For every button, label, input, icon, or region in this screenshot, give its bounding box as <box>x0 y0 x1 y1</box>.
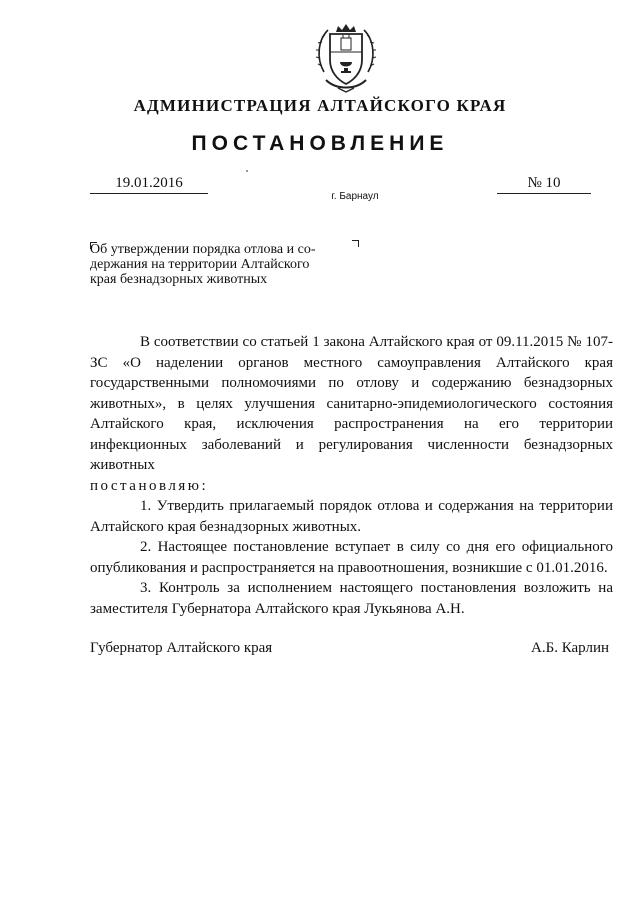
decree-item-3: 3. Контроль за исполнением настоящего постановления возложить на заместителя Губернатора Алтайского края Лукьянова А.Н. <box>90 580 613 617</box>
document-date: 19.01.2016 <box>115 175 183 191</box>
decree-item-1: 1. Утвердить прилагаемый порядок отлова и содержания на территории Алтайского края безнадзорных животных. <box>90 498 613 535</box>
preamble-paragraph: В соответствии со статьей 1 закона Алтайского края от 09.11.2015 № 107-ЗС «О наделении органов местного самоуправления Алтайского края государственными полномочиями по отлову и содержанию безнадзорных животных», в целях улучшения санитарно-эпидемиологического состояния Алтайского края, исключения распространения на его территории инфекционных заболеваний и регулирования численности безнадзорных животных <box>90 334 613 473</box>
document-type: ПОСТАНОВЛЕНИЕ <box>191 132 449 155</box>
scan-dot <box>246 170 248 172</box>
document-number: № 10 <box>527 175 561 191</box>
organization-title: АДМИНИСТРАЦИЯ АЛТАЙСКОГО КРАЯ <box>133 96 507 115</box>
document-subject <box>90 242 360 287</box>
city-label: г. Барнаул <box>331 191 379 202</box>
document-body <box>90 332 613 619</box>
subject-line: держания на территории Алтайского <box>90 257 310 272</box>
coat-of-arms-icon <box>314 22 378 94</box>
signatory-name: А.Б. Карлин <box>531 640 610 656</box>
subject-line: Об утверждении порядка отлова и со- <box>90 242 316 257</box>
subject-line: края безнадзорных животных <box>90 272 268 287</box>
decree-word: постановляю: <box>90 477 209 494</box>
signatory-position: Губернатор Алтайского края <box>90 640 273 656</box>
decree-item-2: 2. Настоящее постановление вступает в силу со дня его официального опубликования и распространяется на правоотношения, возникшие с 01.01.2016. <box>90 539 613 576</box>
